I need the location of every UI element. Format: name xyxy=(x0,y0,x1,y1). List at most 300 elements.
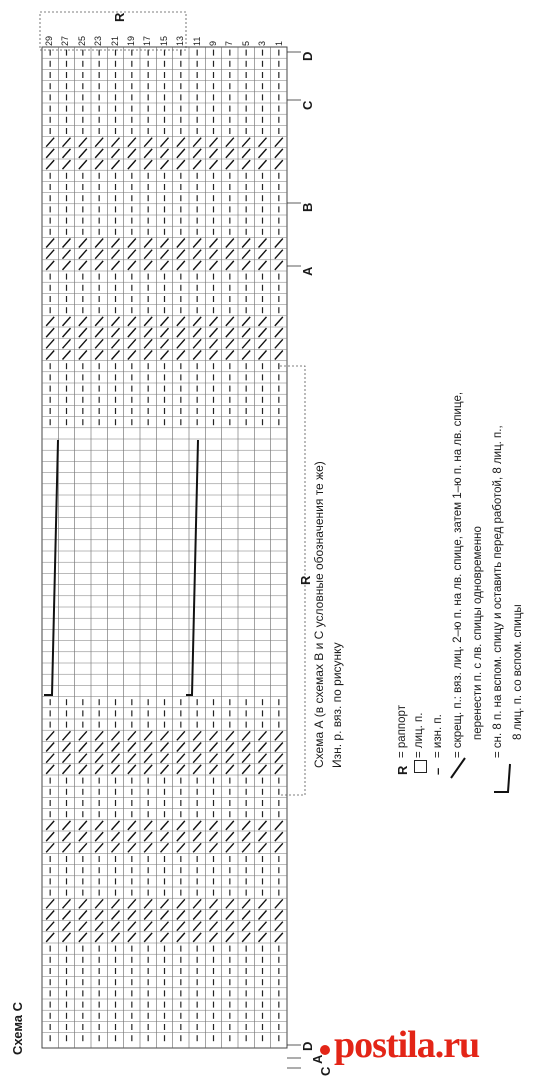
cross-stitch-mark xyxy=(210,317,218,326)
cross-stitch-mark xyxy=(144,933,152,942)
cross-stitch-mark xyxy=(193,843,201,852)
cross-stitch-mark xyxy=(95,149,103,158)
cross-stitch-mark xyxy=(161,743,169,752)
cross-stitch-mark xyxy=(275,911,283,920)
cross-stitch-mark xyxy=(177,351,185,360)
cross-stitch-mark xyxy=(144,351,152,360)
dash-icon: – xyxy=(430,767,445,775)
cross-stitch-mark xyxy=(112,821,120,830)
cross-stitch-mark xyxy=(161,821,169,830)
cross-stitch-mark xyxy=(112,933,120,942)
cross-stitch-mark xyxy=(193,138,201,147)
cross-stitch-mark xyxy=(226,138,234,147)
cross-stitch-mark xyxy=(112,351,120,360)
cross-stitch-mark xyxy=(210,138,218,147)
empty-square-icon xyxy=(414,760,427,773)
cross-stitch-mark xyxy=(128,899,136,908)
cross-stitch-mark xyxy=(63,317,71,326)
cross-stitch-mark xyxy=(210,160,218,169)
cross-stitch-mark xyxy=(112,922,120,931)
cross-stitch-mark xyxy=(79,765,87,774)
chart-title: Схема С xyxy=(10,1001,25,1055)
legend-cable-text: = сн. 8 п. на вспом. спицу и оставить перед работой, 8 лиц. п., xyxy=(492,425,504,758)
cross-stitch-mark xyxy=(46,731,54,740)
cross-stitch-mark xyxy=(161,317,169,326)
cross-stitch-mark xyxy=(79,160,87,169)
cross-stitch-mark xyxy=(242,899,250,908)
cross-stitch-mark xyxy=(177,160,185,169)
cross-stitch-mark xyxy=(210,765,218,774)
cross-stitch-mark xyxy=(144,731,152,740)
cross-stitch-mark xyxy=(275,328,283,337)
section-marker-d: D xyxy=(300,51,315,61)
cross-stitch-mark xyxy=(161,765,169,774)
cross-stitch-mark xyxy=(161,328,169,337)
cross-stitch-mark xyxy=(63,239,71,248)
cross-stitch-mark xyxy=(177,911,185,920)
row-number: 1 xyxy=(273,40,284,46)
cross-stitch-mark xyxy=(259,328,267,337)
section-marker-a: A xyxy=(310,1054,325,1064)
cross-stitch-mark xyxy=(242,731,250,740)
cross-stitch-mark xyxy=(95,743,103,752)
cross-stitch-mark xyxy=(210,149,218,158)
cross-stitch-mark xyxy=(79,328,87,337)
cross-stitch-mark xyxy=(275,239,283,248)
cross-stitch-mark xyxy=(144,922,152,931)
cross-stitch-mark xyxy=(177,239,185,248)
cross-stitch-mark xyxy=(79,843,87,852)
cross-stitch-mark xyxy=(63,743,71,752)
section-marker-c: C xyxy=(318,1066,333,1076)
cross-stitch-mark xyxy=(112,899,120,908)
cross-stitch-mark xyxy=(259,765,267,774)
cross-stitch-mark xyxy=(242,149,250,158)
cross-stitch-mark xyxy=(210,731,218,740)
cross-stitch-mark xyxy=(177,731,185,740)
cross-stitch-mark xyxy=(259,731,267,740)
cross-stitch-mark xyxy=(161,339,169,348)
cross-stitch-mark xyxy=(259,317,267,326)
cross-stitch-mark xyxy=(144,743,152,752)
cross-stitch-mark xyxy=(226,933,234,942)
row-number: 19 xyxy=(126,35,136,46)
cross-stitch-mark xyxy=(128,261,136,270)
cross-stitch-mark xyxy=(161,933,169,942)
cross-stitch-mark xyxy=(112,743,120,752)
cross-stitch-mark xyxy=(210,743,218,752)
cross-stitch-mark xyxy=(242,843,250,852)
cross-stitch-mark xyxy=(177,754,185,763)
cross-stitch-mark xyxy=(63,138,71,147)
cross-stitch-mark xyxy=(112,832,120,841)
cross-stitch-mark xyxy=(63,821,71,830)
cross-stitch-mark xyxy=(193,250,201,259)
cross-stitch-mark xyxy=(144,138,152,147)
cross-stitch-mark xyxy=(79,731,87,740)
cross-stitch-mark xyxy=(144,261,152,270)
cross-stitch-mark xyxy=(259,743,267,752)
cross-stitch-mark xyxy=(63,922,71,931)
cross-stitch-mark xyxy=(242,261,250,270)
cross-stitch-mark xyxy=(242,138,250,147)
cross-stitch-mark xyxy=(161,899,169,908)
cross-stitch-mark xyxy=(95,911,103,920)
cross-stitch-mark xyxy=(177,250,185,259)
cross-stitch-mark xyxy=(46,911,54,920)
note-scheme-a: Схема А (в схемах В и С условные обозначения те же) xyxy=(312,461,326,768)
cross-stitch-mark xyxy=(112,239,120,248)
cross-stitch-mark xyxy=(63,149,71,158)
cross-stitch-mark xyxy=(128,821,136,830)
cross-stitch-mark xyxy=(46,339,54,348)
cross-stitch-mark xyxy=(161,160,169,169)
cross-stitch-mark xyxy=(161,250,169,259)
row-number: 15 xyxy=(158,35,169,46)
cross-stitch-mark xyxy=(242,339,250,348)
cross-stitch-mark xyxy=(95,843,103,852)
cross-stitch-mark xyxy=(177,832,185,841)
cross-stitch-mark xyxy=(177,339,185,348)
cross-stitch-mark xyxy=(46,239,54,248)
cross-stitch-mark xyxy=(226,339,234,348)
cross-stitch-mark xyxy=(46,261,54,270)
cross-stitch-mark xyxy=(242,239,250,248)
cross-stitch-mark xyxy=(275,922,283,931)
section-marker-a: A xyxy=(300,266,315,276)
cross-stitch-mark xyxy=(193,339,201,348)
cross-stitch-mark xyxy=(210,261,218,270)
cross-stitch-mark xyxy=(193,933,201,942)
cross-stitch-mark xyxy=(259,149,267,158)
cross-stitch-mark xyxy=(259,351,267,360)
cross-stitch-mark xyxy=(161,754,169,763)
cross-stitch-mark xyxy=(242,922,250,931)
cross-stitch-mark xyxy=(275,754,283,763)
row-number: 23 xyxy=(93,35,104,46)
cross-stitch-mark xyxy=(242,821,250,830)
slash-icon xyxy=(448,755,468,781)
cross-stitch-mark xyxy=(210,933,218,942)
cross-stitch-mark xyxy=(95,160,103,169)
cross-stitch-mark xyxy=(128,843,136,852)
cross-stitch-mark xyxy=(275,933,283,942)
cross-stitch-mark xyxy=(226,922,234,931)
cross-stitch-mark xyxy=(275,261,283,270)
cross-stitch-mark xyxy=(177,328,185,337)
cross-stitch-mark xyxy=(275,832,283,841)
cross-stitch-mark xyxy=(193,922,201,931)
cross-stitch-mark xyxy=(46,328,54,337)
cross-stitch-mark xyxy=(226,149,234,158)
cross-stitch-mark xyxy=(95,317,103,326)
cross-stitch-mark xyxy=(144,911,152,920)
legend-cross-text: = скрещ. п.: вяз. лиц. 2–ю п. на лв. спице, затем 1–ю п. на лв. спице, xyxy=(452,391,464,758)
cross-stitch-mark xyxy=(226,160,234,169)
cross-stitch-mark xyxy=(193,261,201,270)
cross-stitch-mark xyxy=(144,821,152,830)
cross-stitch-mark xyxy=(63,754,71,763)
cross-stitch-mark xyxy=(161,149,169,158)
cross-stitch-mark xyxy=(242,317,250,326)
cross-stitch-mark xyxy=(63,765,71,774)
cable-bracket-icon xyxy=(488,760,514,794)
cable-bracket-mark xyxy=(186,440,198,695)
section-marker-d: D xyxy=(300,1041,315,1051)
cross-stitch-mark xyxy=(79,339,87,348)
cross-stitch-mark xyxy=(128,922,136,931)
cross-stitch-mark xyxy=(259,160,267,169)
cross-stitch-mark xyxy=(161,922,169,931)
cable-bracket-mark xyxy=(44,440,58,695)
cross-stitch-mark xyxy=(46,743,54,752)
cross-stitch-mark xyxy=(144,899,152,908)
cross-stitch-mark xyxy=(177,843,185,852)
cross-stitch-mark xyxy=(161,239,169,248)
cross-stitch-mark xyxy=(79,933,87,942)
cross-stitch-mark xyxy=(95,754,103,763)
cross-stitch-mark xyxy=(128,149,136,158)
cross-stitch-mark xyxy=(46,832,54,841)
cross-stitch-mark xyxy=(177,743,185,752)
cross-stitch-mark xyxy=(63,832,71,841)
cross-stitch-mark xyxy=(177,138,185,147)
cross-stitch-mark xyxy=(63,933,71,942)
cross-stitch-mark xyxy=(259,754,267,763)
cross-stitch-mark xyxy=(210,832,218,841)
cross-stitch-mark xyxy=(46,821,54,830)
cross-stitch-mark xyxy=(242,911,250,920)
cross-stitch-mark xyxy=(112,754,120,763)
cross-stitch-mark xyxy=(95,933,103,942)
cross-stitch-mark xyxy=(46,317,54,326)
cross-stitch-mark xyxy=(79,899,87,908)
cross-stitch-mark xyxy=(95,261,103,270)
cross-stitch-mark xyxy=(46,899,54,908)
row-number: 13 xyxy=(175,35,186,46)
cross-stitch-mark xyxy=(63,261,71,270)
cross-stitch-mark xyxy=(226,832,234,841)
watermark-text: postila.ru xyxy=(334,1024,480,1066)
cross-stitch-mark xyxy=(95,339,103,348)
cross-stitch-mark xyxy=(226,317,234,326)
cross-stitch-mark xyxy=(226,239,234,248)
cross-stitch-mark xyxy=(193,765,201,774)
cross-stitch-mark xyxy=(63,731,71,740)
cross-stitch-mark xyxy=(95,731,103,740)
legend-repeat-text: = раппорт xyxy=(396,705,408,758)
cross-stitch-mark xyxy=(259,261,267,270)
cross-stitch-mark xyxy=(79,922,87,931)
cross-stitch-mark xyxy=(259,832,267,841)
legend-cable-text-2: 8 лиц. п. со вспом. спицы xyxy=(512,604,524,740)
cross-stitch-mark xyxy=(128,138,136,147)
cross-stitch-mark xyxy=(226,250,234,259)
cross-stitch-mark xyxy=(112,261,120,270)
row-number: 7 xyxy=(224,40,235,46)
cross-stitch-mark xyxy=(46,149,54,158)
cross-stitch-mark xyxy=(128,765,136,774)
cross-stitch-mark xyxy=(95,832,103,841)
cross-stitch-mark xyxy=(275,743,283,752)
cross-stitch-mark xyxy=(46,754,54,763)
cross-stitch-mark xyxy=(242,250,250,259)
row-number: 17 xyxy=(142,35,153,46)
cross-stitch-mark xyxy=(112,250,120,259)
cross-stitch-mark xyxy=(79,149,87,158)
cross-stitch-mark xyxy=(161,138,169,147)
cross-stitch-mark xyxy=(79,911,87,920)
cross-stitch-mark xyxy=(144,832,152,841)
cross-stitch-mark xyxy=(177,765,185,774)
cross-stitch-mark xyxy=(259,339,267,348)
cross-stitch-mark xyxy=(79,138,87,147)
cross-stitch-mark xyxy=(226,743,234,752)
cross-stitch-mark xyxy=(128,832,136,841)
row-number: 29 xyxy=(44,35,54,46)
cross-stitch-mark xyxy=(46,843,54,852)
cross-stitch-mark xyxy=(193,899,201,908)
cross-stitch-mark xyxy=(112,843,120,852)
cross-stitch-mark xyxy=(63,351,71,360)
cross-stitch-mark xyxy=(161,731,169,740)
cross-stitch-mark xyxy=(242,160,250,169)
cross-stitch-mark xyxy=(259,138,267,147)
watermark-logo xyxy=(320,1015,530,1075)
cross-stitch-mark xyxy=(79,261,87,270)
cross-stitch-mark xyxy=(161,832,169,841)
cross-stitch-mark xyxy=(112,339,120,348)
cross-stitch-mark xyxy=(210,821,218,830)
row-number: 3 xyxy=(257,40,268,46)
cross-stitch-mark xyxy=(193,239,201,248)
cross-stitch-mark xyxy=(95,138,103,147)
cross-stitch-mark xyxy=(112,160,120,169)
repeat-label-top: R xyxy=(112,12,127,22)
cross-stitch-mark xyxy=(226,351,234,360)
cross-stitch-mark xyxy=(46,933,54,942)
cross-stitch-mark xyxy=(95,250,103,259)
cross-stitch-mark xyxy=(193,351,201,360)
cross-stitch-mark xyxy=(112,911,120,920)
cross-stitch-mark xyxy=(259,922,267,931)
cross-stitch-mark xyxy=(128,351,136,360)
row-number: 11 xyxy=(191,36,202,46)
cross-stitch-mark xyxy=(46,250,54,259)
cross-stitch-mark xyxy=(95,821,103,830)
cross-stitch-mark xyxy=(161,843,169,852)
row-number: 9 xyxy=(208,40,218,46)
cross-stitch-mark xyxy=(144,160,152,169)
cross-stitch-mark xyxy=(177,261,185,270)
cross-stitch-mark xyxy=(79,821,87,830)
cross-stitch-mark xyxy=(63,328,71,337)
cross-stitch-mark xyxy=(95,899,103,908)
cross-stitch-mark xyxy=(63,843,71,852)
cross-stitch-mark xyxy=(144,239,152,248)
cross-stitch-mark xyxy=(259,239,267,248)
cross-stitch-mark xyxy=(95,351,103,360)
repeat-r-icon: R xyxy=(395,765,410,775)
cross-stitch-mark xyxy=(177,922,185,931)
cross-stitch-mark xyxy=(275,149,283,158)
cross-stitch-mark xyxy=(210,339,218,348)
cross-stitch-mark xyxy=(112,731,120,740)
cross-stitch-mark xyxy=(79,250,87,259)
cross-stitch-mark xyxy=(79,317,87,326)
cross-stitch-mark xyxy=(144,250,152,259)
cross-stitch-mark xyxy=(259,821,267,830)
legend-cross-text-2: перенести п. с лв. спицы одновременно xyxy=(472,526,484,740)
row-number: 25 xyxy=(76,35,87,46)
cross-stitch-mark xyxy=(193,832,201,841)
cross-stitch-mark xyxy=(46,351,54,360)
cross-stitch-mark xyxy=(242,933,250,942)
cross-stitch-mark xyxy=(112,317,120,326)
cross-stitch-mark xyxy=(112,149,120,158)
cross-stitch-mark xyxy=(226,843,234,852)
cross-stitch-mark xyxy=(259,911,267,920)
cross-stitch-mark xyxy=(177,149,185,158)
cross-stitch-mark xyxy=(226,911,234,920)
cross-stitch-mark xyxy=(63,160,71,169)
cross-stitch-mark xyxy=(226,261,234,270)
cross-stitch-mark xyxy=(63,339,71,348)
cross-stitch-mark xyxy=(210,239,218,248)
cross-stitch-mark xyxy=(63,899,71,908)
cross-stitch-mark xyxy=(128,911,136,920)
cross-stitch-mark xyxy=(46,160,54,169)
cross-stitch-mark xyxy=(128,328,136,337)
section-marker-c: C xyxy=(300,100,315,110)
cross-stitch-mark xyxy=(242,832,250,841)
cross-stitch-mark xyxy=(275,765,283,774)
cross-stitch-mark xyxy=(275,731,283,740)
cross-stitch-mark xyxy=(46,922,54,931)
cross-stitch-mark xyxy=(193,160,201,169)
cross-stitch-mark xyxy=(177,933,185,942)
cross-stitch-mark xyxy=(242,765,250,774)
cross-stitch-mark xyxy=(193,149,201,158)
cross-stitch-mark xyxy=(161,911,169,920)
cross-stitch-mark xyxy=(259,933,267,942)
cross-stitch-mark xyxy=(275,843,283,852)
cross-stitch-mark xyxy=(79,832,87,841)
section-marker-b: B xyxy=(300,202,315,212)
cross-stitch-mark xyxy=(242,743,250,752)
cross-stitch-mark xyxy=(259,843,267,852)
cross-stitch-mark xyxy=(95,765,103,774)
cross-stitch-mark xyxy=(144,317,152,326)
cross-stitch-mark xyxy=(144,328,152,337)
cross-stitch-mark xyxy=(79,239,87,248)
cross-stitch-mark xyxy=(144,765,152,774)
cross-stitch-mark xyxy=(144,149,152,158)
cross-stitch-mark xyxy=(226,731,234,740)
cross-stitch-mark xyxy=(210,754,218,763)
cross-stitch-mark xyxy=(210,911,218,920)
cross-stitch-mark xyxy=(95,239,103,248)
cross-stitch-mark xyxy=(226,821,234,830)
cross-stitch-mark xyxy=(95,328,103,337)
cross-stitch-mark xyxy=(95,922,103,931)
cross-stitch-mark xyxy=(193,821,201,830)
cross-stitch-mark xyxy=(210,922,218,931)
cross-stitch-mark xyxy=(112,328,120,337)
cross-stitch-mark xyxy=(193,731,201,740)
cross-stitch-mark xyxy=(177,821,185,830)
cross-stitch-mark xyxy=(128,754,136,763)
